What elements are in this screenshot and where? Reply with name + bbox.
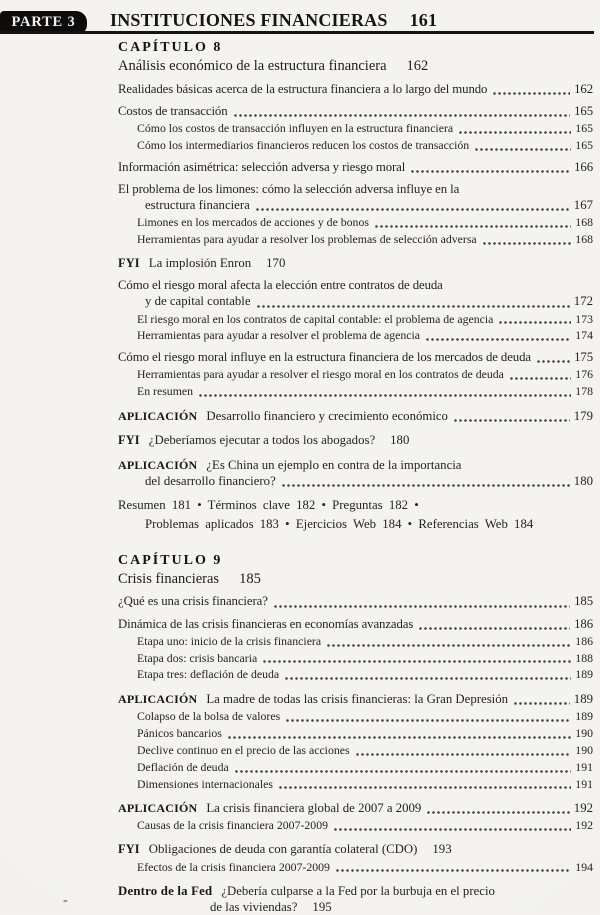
chapter-heading: CAPÍTULO 9 — [118, 552, 223, 568]
entry-text: Dinámica de las crisis financieras en economías avanzadas — [118, 616, 414, 631]
entry-page: 191 — [575, 776, 593, 791]
entry-page: 178 — [575, 384, 593, 399]
entry-page: 189 — [575, 667, 593, 682]
entry-text: ¿Qué es una crisis financiera? — [118, 594, 268, 609]
dot-leader — [492, 92, 570, 95]
entry-page: 167 — [573, 197, 593, 212]
entry-label: APLICACIÓN — [118, 408, 198, 423]
dot-leader — [198, 394, 571, 397]
toc-subentry — [118, 710, 593, 724]
entry-page: 189 — [573, 691, 593, 706]
entry-text: Pánicos bancarios — [137, 725, 222, 740]
dot-leader — [285, 719, 571, 722]
entry-text: Cómo el riesgo moral influye en la estructura financiera de los mercados de deuda — [118, 350, 531, 365]
entry-page: 192 — [573, 800, 593, 815]
section-title-text: INSTITUCIONES FINANCIERAS — [110, 10, 388, 30]
dot-leader — [335, 869, 571, 872]
entry-text: y de capital contable — [145, 294, 251, 309]
entry-page: 180 — [573, 474, 593, 488]
entry-page: 170 — [266, 256, 286, 271]
toc-summary-line: Problemas aplicados 183 • Ejercicios Web 184 • Referencias Web 184 — [145, 516, 534, 531]
header-rule — [0, 31, 594, 34]
entry-page: 194 — [575, 859, 593, 874]
entry-page: 193 — [432, 842, 452, 857]
entry-text: El problema de los limones: cómo la selección adversa influye en la — [118, 181, 460, 196]
entry-page: 180 — [390, 433, 410, 448]
entry-text: El riesgo moral en los contratos de capital contable: el problema de agencia — [137, 311, 494, 326]
toc-subentry — [118, 761, 593, 775]
entry-page: 188 — [575, 650, 593, 665]
dot-leader — [453, 419, 570, 422]
toc-entry — [118, 350, 593, 365]
entry-page: 165 — [575, 137, 593, 152]
dot-leader — [227, 736, 571, 739]
toc-subentry — [118, 313, 593, 327]
toc-entry-continuation — [118, 198, 593, 213]
toc-fed-entry — [118, 884, 593, 899]
entry-page: 191 — [575, 759, 593, 774]
dot-leader — [262, 660, 571, 663]
entry-page: 190 — [575, 742, 593, 757]
chapter-9-section — [118, 553, 593, 915]
toc-subentry — [118, 744, 593, 758]
dot-leader — [410, 170, 570, 173]
toc-fyi-entry — [118, 842, 593, 857]
toc-subentry — [118, 139, 593, 153]
toc-subentry — [118, 233, 593, 247]
entry-text: Limones en los mercados de acciones y de bonos — [137, 214, 369, 229]
chapter-8-section — [118, 40, 593, 532]
entry-label: APLICACIÓN — [118, 800, 198, 815]
entry-text: Herramientas para ayudar a resolver los problemas de selección adversa — [137, 231, 477, 246]
entry-page: 176 — [575, 367, 593, 382]
dot-leader — [255, 208, 570, 211]
toc-subentry — [118, 819, 593, 833]
toc-subentry — [118, 635, 593, 649]
entry-page: 195 — [312, 900, 332, 915]
part-tab-label: PARTE 3 — [11, 14, 76, 30]
entry-text: Cómo los intermediarios financieros reducen los costos de transacción — [137, 137, 470, 152]
toc-entry — [118, 278, 593, 293]
entry-label: FYI — [118, 256, 140, 271]
toc-entry — [118, 160, 593, 175]
dot-leader — [326, 644, 571, 647]
dot-leader — [355, 753, 572, 756]
toc-summary-line: Resumen 181 • Términos clave 182 • Preguntas 182 • — [118, 497, 419, 512]
dot-leader — [273, 605, 570, 608]
dot-leader — [234, 770, 572, 773]
entry-page: 174 — [575, 328, 593, 343]
entry-text: ¿Deberíamos ejecutar a todos los abogados? — [148, 433, 376, 448]
toc-entry — [118, 182, 593, 197]
section-title — [110, 10, 437, 31]
dot-leader — [333, 828, 571, 831]
entry-text: Cómo el riesgo moral afecta la elección entre contratos de deuda — [118, 278, 443, 293]
chapter-title: Crisis financieras — [118, 571, 220, 588]
dot-leader — [426, 811, 569, 814]
toc-application-entry-continuation — [118, 474, 593, 489]
entry-text: Etapa uno: inicio de la crisis financiera — [137, 633, 322, 648]
entry-text: Realidades básicas acerca de la estructura financiera a lo largo del mundo — [118, 81, 488, 96]
toc-subentry — [118, 216, 593, 230]
toc-subentry — [118, 861, 593, 875]
entry-text: Deflación de deuda — [137, 759, 229, 774]
chapter-start-page: 185 — [239, 571, 261, 588]
dot-leader — [498, 321, 571, 324]
entry-label: APLICACIÓN — [118, 457, 198, 472]
entry-text: Información asimétrica: selección adversa y riesgo moral — [118, 159, 406, 174]
entry-text: de las viviendas? — [210, 900, 298, 915]
entry-text: La crisis financiera global de 2007 a 2009 — [206, 800, 422, 815]
entry-page: 190 — [575, 725, 593, 740]
entry-page: 173 — [575, 311, 593, 326]
entry-text: ¿Debería culparse a la Fed por la burbuja en el precio — [221, 883, 495, 898]
entry-text: Etapa dos: crisis bancaria — [137, 650, 258, 665]
dot-leader — [278, 786, 571, 789]
toc-application-entry — [118, 801, 593, 816]
chapter-title-line — [118, 571, 593, 587]
entry-page: 186 — [574, 616, 593, 631]
dot-leader — [284, 677, 571, 680]
scan-artifact-dash: - — [63, 893, 68, 908]
dot-leader — [509, 377, 571, 380]
chapter-entries — [118, 82, 593, 532]
table-of-contents — [118, 40, 593, 915]
dot-leader — [536, 360, 570, 363]
entry-text: Declive continuo en el precio de las acciones — [137, 742, 350, 757]
entry-page: 175 — [574, 350, 593, 365]
dot-leader — [425, 338, 571, 341]
entry-text: Desarrollo financiero y crecimiento económico — [206, 408, 448, 423]
entry-text: del desarrollo financiero? — [145, 474, 276, 488]
entry-page: 185 — [574, 594, 593, 609]
entry-page: 172 — [573, 294, 593, 309]
toc-fed-entry-continuation — [118, 900, 593, 915]
toc-subentry — [118, 385, 593, 399]
toc-entry — [118, 104, 593, 119]
entry-text: Efectos de la crisis financiera 2007-2009 — [137, 859, 330, 874]
entry-page: 162 — [574, 81, 593, 96]
dot-leader — [374, 225, 571, 228]
entry-text: estructura financiera — [145, 197, 250, 212]
toc-entry — [118, 82, 593, 97]
entry-page: 179 — [573, 408, 593, 423]
entry-label: FYI — [118, 842, 140, 857]
dot-leader — [233, 114, 571, 117]
toc-subentry — [118, 368, 593, 382]
dot-leader — [256, 305, 570, 308]
entry-page: 168 — [575, 214, 593, 229]
dot-leader — [281, 484, 570, 487]
chapter-start-page: 162 — [406, 58, 429, 75]
toc-entry — [118, 594, 593, 609]
toc-application-entry — [118, 458, 593, 473]
entry-text: En resumen — [137, 384, 194, 399]
dot-leader — [474, 148, 571, 151]
chapter-title-line — [118, 58, 593, 74]
entry-text: La implosión Enron — [148, 256, 252, 271]
entry-page: 192 — [575, 818, 593, 833]
entry-page: 186 — [575, 633, 593, 648]
toc-fyi-entry — [118, 256, 593, 271]
entry-label: FYI — [118, 433, 140, 448]
toc-subentry — [118, 778, 593, 792]
chapter-entries — [118, 594, 593, 915]
section-start-page: 161 — [409, 10, 438, 30]
entry-text: Herramientas para ayudar a resolver el problema de agencia — [137, 328, 420, 343]
toc-application-entry — [118, 692, 593, 707]
toc-application-entry — [118, 409, 593, 424]
entry-page: 189 — [575, 708, 593, 723]
dot-leader — [482, 242, 572, 245]
entry-page: 166 — [574, 159, 593, 174]
dot-leader — [513, 702, 570, 705]
entry-label: Dentro de la Fed — [118, 883, 213, 898]
entry-text: Cómo los costos de transacción influyen en la estructura financiera — [137, 120, 454, 135]
toc-fyi-entry — [118, 433, 593, 448]
toc-entry-continuation — [118, 294, 593, 309]
entry-label: APLICACIÓN — [118, 691, 198, 706]
entry-text: Herramientas para ayudar a resolver el riesgo moral en los contratos de deuda — [137, 367, 504, 382]
entry-page: 165 — [574, 103, 593, 118]
toc-subentry — [118, 668, 593, 682]
entry-text: ¿Es China un ejemplo en contra de la importancia — [206, 457, 462, 472]
entry-text: Etapa tres: deflación de deuda — [137, 667, 280, 682]
toc-entry — [118, 617, 593, 632]
dot-leader — [418, 627, 570, 630]
chapter-title: Análisis económico de la estructura financiera — [118, 58, 387, 75]
entry-text: Dimensiones internacionales — [137, 776, 273, 791]
entry-text: Causas de la crisis financiera 2007-2009 — [137, 818, 328, 833]
toc-subentry — [118, 329, 593, 343]
dot-leader — [458, 131, 571, 134]
entry-page: 165 — [575, 120, 593, 135]
toc-subentry — [118, 122, 593, 136]
entry-text: La madre de todas las crisis financieras: la Gran Depresión — [206, 691, 509, 706]
entry-text: Obligaciones de deuda con garantía colateral (CDO) — [148, 842, 418, 857]
entry-page: 168 — [575, 231, 593, 246]
toc-subentry — [118, 727, 593, 741]
chapter-heading: CAPÍTULO 8 — [118, 40, 223, 55]
toc-subentry — [118, 652, 593, 666]
entry-text: Colapso de la bolsa de valores — [137, 708, 281, 723]
entry-text: Costos de transacción — [118, 103, 228, 118]
